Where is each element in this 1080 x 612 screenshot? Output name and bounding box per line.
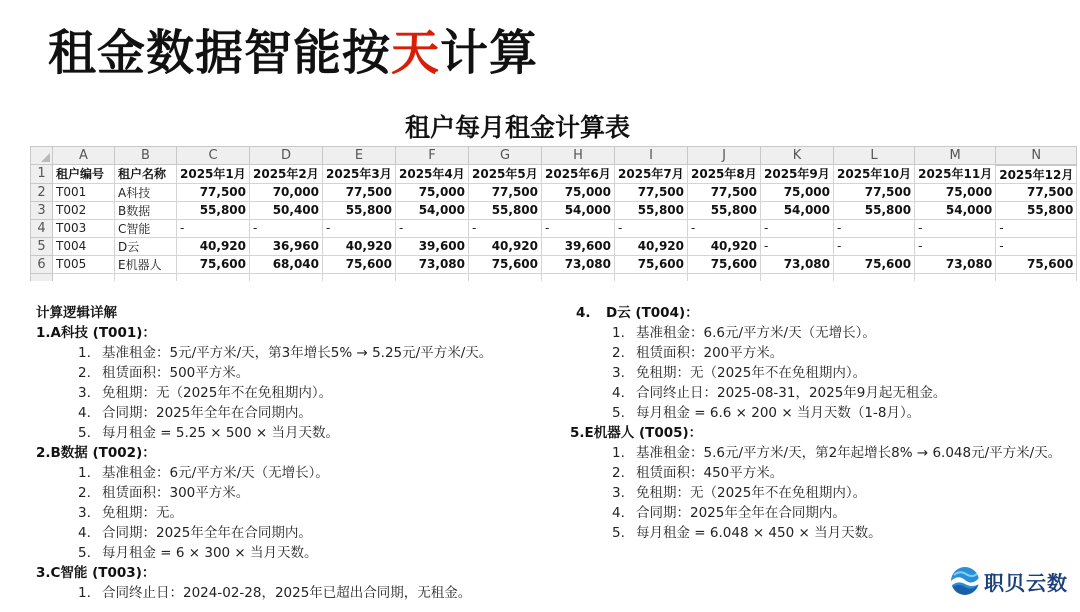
rent-cell[interactable]: 75,600: [688, 255, 761, 273]
empty-cell: [542, 273, 615, 281]
empty-cell: [469, 273, 542, 281]
item-text: 租赁面积：450平方米。: [636, 465, 784, 481]
item-number: 2.: [612, 465, 625, 481]
item-text: 免租期：无（2025年不在免租期内）。: [636, 365, 867, 381]
item-number: 1.: [78, 585, 91, 601]
empty-cell: [31, 273, 53, 281]
header-cell[interactable]: 2025年11月: [915, 165, 996, 184]
brand-name: 职贝云数: [984, 570, 1068, 595]
table-row: [31, 219, 1077, 237]
rent-cell[interactable]: 77,500: [615, 183, 688, 201]
empty-cell: [177, 273, 250, 281]
empty-cell: [761, 273, 834, 281]
list-item: [570, 463, 1061, 483]
rent-cell[interactable]: 75,600: [996, 255, 1077, 273]
rent-cell[interactable]: -: [542, 219, 615, 237]
spreadsheet-grid[interactable]: [30, 146, 1077, 281]
header-cell[interactable]: 2025年8月: [688, 165, 761, 184]
rent-cell[interactable]: 73,080: [396, 255, 469, 273]
empty-cell: [53, 273, 115, 281]
rent-cell[interactable]: -: [834, 219, 915, 237]
column-header-row: [31, 147, 1077, 165]
partial-row: [31, 273, 1077, 281]
rent-cell[interactable]: -: [761, 237, 834, 255]
item-number: 1.: [612, 325, 625, 341]
rent-cell[interactable]: -: [688, 219, 761, 237]
tenant-name-cell[interactable]: A科技: [115, 183, 177, 201]
list-item: [36, 363, 492, 383]
item-number: 2.: [78, 365, 91, 381]
rent-cell[interactable]: -: [761, 219, 834, 237]
header-cell[interactable]: 2025年4月: [396, 165, 469, 184]
item-text: 每月租金 = 6.6 × 200 × 当月天数（1-8月）。: [636, 405, 921, 421]
detail-list: [570, 443, 1061, 543]
row-header[interactable]: 5: [31, 237, 53, 255]
column-header-i[interactable]: I: [615, 147, 688, 165]
header-cell[interactable]: 2025年1月: [177, 165, 250, 184]
wave-globe-icon: [950, 566, 980, 596]
list-item: [570, 443, 1061, 463]
tenant-section-title: [570, 423, 1061, 443]
table-row: [31, 255, 1077, 273]
rent-cell[interactable]: -: [323, 219, 396, 237]
tenant-section-title: 2.B数据 (T002)：: [36, 445, 156, 461]
list-item: [36, 483, 492, 503]
tenant-name-cell[interactable]: B数据: [115, 201, 177, 219]
rent-cell[interactable]: 73,080: [542, 255, 615, 273]
rent-cell[interactable]: 75,600: [615, 255, 688, 273]
item-number: 3.: [612, 365, 625, 381]
header-cell[interactable]: 2025年9月: [761, 165, 834, 184]
detail-list: [36, 343, 492, 443]
rent-cell[interactable]: 55,800: [177, 201, 250, 219]
calculation-notes-right: [570, 303, 1061, 543]
rent-cell[interactable]: 55,800: [688, 201, 761, 219]
table-title: 租户每月租金计算表: [404, 113, 630, 142]
rent-cell[interactable]: 40,920: [469, 237, 542, 255]
column-header-b[interactable]: B: [115, 147, 177, 165]
title-highlight: 天: [391, 25, 441, 81]
item-text: 基准租金：6元/平方米/天（无增长）。: [102, 465, 329, 481]
rent-cell[interactable]: 77,500: [323, 183, 396, 201]
list-item: [570, 403, 1061, 423]
section-title-text: 5.E机器人 (T005)：: [570, 425, 703, 441]
item-number: 3.: [612, 485, 625, 501]
rent-cell[interactable]: 75,000: [542, 183, 615, 201]
rent-cell[interactable]: 36,960: [250, 237, 323, 255]
rent-cell[interactable]: 55,800: [834, 201, 915, 219]
rent-cell[interactable]: 68,040: [250, 255, 323, 273]
rent-cell[interactable]: -: [996, 219, 1077, 237]
item-number: 2.: [612, 345, 625, 361]
rent-cell[interactable]: -: [177, 219, 250, 237]
item-number: 4.: [78, 525, 91, 541]
tenant-id-cell[interactable]: T004: [53, 237, 115, 255]
list-item: [570, 483, 1061, 503]
list-item: [36, 403, 492, 423]
item-text: 每月租金 = 5.25 × 500 × 当月天数。: [102, 425, 340, 441]
calculation-notes-left: [36, 303, 492, 603]
empty-cell: [115, 273, 177, 281]
rent-cell[interactable]: 73,080: [761, 255, 834, 273]
item-text: 免租期：无（2025年不在免租期内）。: [102, 385, 333, 401]
list-item: [570, 363, 1061, 383]
empty-cell: [996, 273, 1077, 281]
item-text: 租赁面积：300平方米。: [102, 485, 250, 501]
rent-cell[interactable]: -: [915, 219, 996, 237]
detail-list: [570, 323, 1061, 423]
table-row: [31, 237, 1077, 255]
column-header-c[interactable]: C: [177, 147, 250, 165]
rent-cell[interactable]: 73,080: [915, 255, 996, 273]
column-header-k[interactable]: K: [761, 147, 834, 165]
rent-cell[interactable]: 55,800: [615, 201, 688, 219]
row-header[interactable]: 6: [31, 255, 53, 273]
detail-list: [36, 463, 492, 563]
item-number: 4.: [612, 385, 625, 401]
rent-cell[interactable]: 75,600: [469, 255, 542, 273]
empty-cell: [250, 273, 323, 281]
select-all-corner[interactable]: [31, 147, 53, 165]
rent-cell[interactable]: 40,920: [323, 237, 396, 255]
list-item: [570, 343, 1061, 363]
list-item: [36, 343, 492, 363]
column-header-e[interactable]: E: [323, 147, 396, 165]
tenant-id-cell[interactable]: T002: [53, 201, 115, 219]
tenant-id-cell[interactable]: T001: [53, 183, 115, 201]
column-header-f[interactable]: F: [396, 147, 469, 165]
rent-cell[interactable]: 75,600: [834, 255, 915, 273]
rent-cell[interactable]: 40,920: [688, 237, 761, 255]
header-cell[interactable]: 2025年6月: [542, 165, 615, 184]
header-cell[interactable]: 租户编号: [53, 165, 115, 184]
column-header-d[interactable]: D: [250, 147, 323, 165]
list-item: [36, 463, 492, 483]
rent-cell[interactable]: 77,500: [834, 183, 915, 201]
item-text: 合同终止日：2024-02-28，2025年已超出合同期，无租金。: [102, 585, 472, 601]
list-item: [570, 523, 1061, 543]
page-title: 租金数据智能按天计算: [48, 25, 539, 81]
rent-cell[interactable]: -: [834, 237, 915, 255]
rent-cell[interactable]: -: [996, 237, 1077, 255]
rent-cell[interactable]: -: [396, 219, 469, 237]
list-item: [570, 503, 1061, 523]
list-item: [36, 543, 492, 563]
header-cell[interactable]: 2025年10月: [834, 165, 915, 184]
item-text: 基准租金：6.6元/平方米/天（无增长）。: [636, 325, 876, 341]
section-number: 4.: [576, 305, 591, 321]
item-text: 基准租金：5元/平方米/天，第3年增长5% → 5.25元/平方米/天。: [102, 345, 493, 361]
tenant-id-cell[interactable]: T005: [53, 255, 115, 273]
empty-cell: [396, 273, 469, 281]
rent-cell[interactable]: -: [469, 219, 542, 237]
item-text: 免租期：无。: [102, 505, 183, 521]
rent-cell[interactable]: -: [250, 219, 323, 237]
empty-cell: [915, 273, 996, 281]
row-header[interactable]: 4: [31, 219, 53, 237]
rent-cell[interactable]: 39,600: [542, 237, 615, 255]
header-cell[interactable]: 2025年2月: [250, 165, 323, 184]
rent-cell[interactable]: 77,500: [996, 183, 1077, 201]
tenant-name-cell[interactable]: C智能: [115, 219, 177, 237]
empty-cell: [688, 273, 761, 281]
tenant-section-title: [570, 303, 1061, 323]
rent-cell[interactable]: -: [915, 237, 996, 255]
column-header-a[interactable]: A: [53, 147, 115, 165]
table-row: [31, 201, 1077, 219]
header-cell[interactable]: 租户名称: [115, 165, 177, 184]
rent-cell[interactable]: 55,800: [469, 201, 542, 219]
row-header[interactable]: 2: [31, 183, 53, 201]
rent-cell[interactable]: 77,500: [688, 183, 761, 201]
item-text: 每月租金 = 6 × 300 × 当月天数。: [102, 545, 318, 561]
brand-logo: [950, 566, 1068, 596]
rent-cell[interactable]: 75,600: [323, 255, 396, 273]
rent-cell[interactable]: 40,920: [177, 237, 250, 255]
rent-cell[interactable]: 77,500: [469, 183, 542, 201]
item-text: 租赁面积：200平方米。: [636, 345, 784, 361]
column-header-j[interactable]: J: [688, 147, 761, 165]
empty-cell: [615, 273, 688, 281]
item-text: 租赁面积：500平方米。: [102, 365, 250, 381]
rent-cell[interactable]: 75,600: [177, 255, 250, 273]
rent-cell[interactable]: 75,000: [396, 183, 469, 201]
rent-cell[interactable]: 55,800: [323, 201, 396, 219]
list-item: [36, 523, 492, 543]
list-item: [36, 383, 492, 403]
header-cell[interactable]: 2025年12月: [996, 165, 1077, 184]
tenant-id-cell[interactable]: T003: [53, 219, 115, 237]
empty-cell: [834, 273, 915, 281]
item-number: 4.: [78, 405, 91, 421]
column-header-g[interactable]: G: [469, 147, 542, 165]
header-cell[interactable]: 2025年7月: [615, 165, 688, 184]
column-header-n[interactable]: N: [996, 147, 1077, 165]
item-number: 3.: [78, 385, 91, 401]
rent-cell[interactable]: 70,000: [250, 183, 323, 201]
empty-cell: [323, 273, 396, 281]
item-text: 免租期：无（2025年不在免租期内）。: [636, 485, 867, 501]
item-number: 1.: [612, 445, 625, 461]
list-item: [36, 423, 492, 443]
item-number: 5.: [78, 425, 91, 441]
column-header-m[interactable]: M: [915, 147, 996, 165]
item-text: 基准租金：5.6元/平方米/天，第2年起增长8% → 6.048元/平方米/天。: [636, 445, 1062, 461]
row-header[interactable]: 1: [31, 165, 53, 184]
notes-heading: 计算逻辑详解: [36, 305, 117, 321]
tenant-name-cell[interactable]: E机器人: [115, 255, 177, 273]
rent-cell[interactable]: 55,800: [996, 201, 1077, 219]
rent-cell[interactable]: 54,000: [915, 201, 996, 219]
header-cell[interactable]: 2025年3月: [323, 165, 396, 184]
rent-cell[interactable]: 75,000: [915, 183, 996, 201]
rent-cell[interactable]: 40,920: [615, 237, 688, 255]
list-item: [36, 503, 492, 523]
item-number: 1.: [78, 465, 91, 481]
rent-cell[interactable]: 77,500: [177, 183, 250, 201]
item-number: 5.: [612, 525, 625, 541]
tenant-name-cell[interactable]: D云: [115, 237, 177, 255]
tenant-section-title: 3.C智能 (T003)：: [36, 565, 156, 581]
table-header-row: [31, 165, 1077, 184]
list-item: [36, 583, 492, 603]
rent-cell[interactable]: -: [615, 219, 688, 237]
item-number: 4.: [612, 505, 625, 521]
row-header[interactable]: 3: [31, 201, 53, 219]
rent-cell[interactable]: 39,600: [396, 237, 469, 255]
item-text: 合同期：2025年全年在合同期内。: [102, 405, 312, 421]
table-row: [31, 183, 1077, 201]
item-number: 2.: [78, 485, 91, 501]
item-number: 1.: [78, 345, 91, 361]
list-item: [570, 323, 1061, 343]
rent-cell[interactable]: 54,000: [761, 201, 834, 219]
item-number: 5.: [78, 545, 91, 561]
tenant-section-title: 1.A科技 (T001)：: [36, 325, 156, 341]
item-text: 合同期：2025年全年在合同期内。: [102, 525, 312, 541]
rent-cell[interactable]: 54,000: [396, 201, 469, 219]
section-title-text: D云 (T004)：: [606, 305, 699, 321]
detail-list: [36, 583, 492, 603]
rent-cell[interactable]: 50,400: [250, 201, 323, 219]
item-text: 每月租金 = 6.048 × 450 × 当月天数。: [636, 525, 882, 541]
item-number: 3.: [78, 505, 91, 521]
item-text: 合同终止日：2025-08-31，2025年9月起无租金。: [636, 385, 947, 401]
column-header-h[interactable]: H: [542, 147, 615, 165]
list-item: [570, 383, 1061, 403]
item-text: 合同期：2025年全年在合同期内。: [636, 505, 846, 521]
rent-cell[interactable]: 75,000: [761, 183, 834, 201]
header-cell[interactable]: 2025年5月: [469, 165, 542, 184]
item-number: 5.: [612, 405, 625, 421]
column-header-l[interactable]: L: [834, 147, 915, 165]
rent-cell[interactable]: 54,000: [542, 201, 615, 219]
